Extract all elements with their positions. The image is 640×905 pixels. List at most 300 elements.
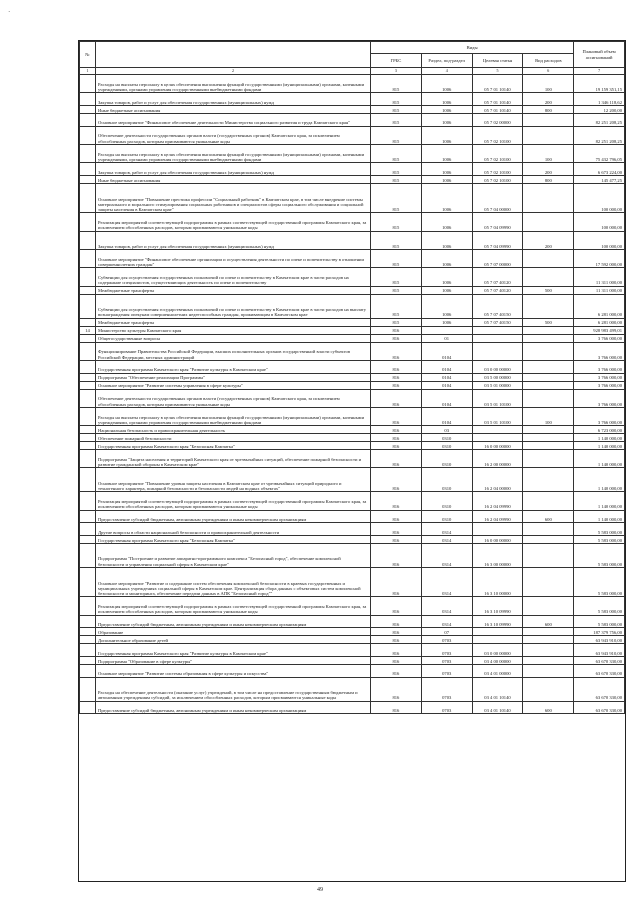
table-row	[80, 286, 625, 294]
row-expense-type-cell: 200	[523, 93, 574, 106]
page-number: 49	[317, 887, 323, 893]
row-number-cell	[80, 468, 96, 492]
row-grbs-cell: 816	[371, 628, 422, 636]
table-row	[80, 657, 625, 665]
row-target-article-cell: 05 7 04 09990	[472, 231, 523, 249]
row-expense-type-cell	[523, 450, 574, 468]
row-grbs-cell: 816	[371, 334, 422, 342]
row-target-article-cell: 05 7 04 09990	[472, 213, 523, 231]
row-expense-type-cell: 800	[523, 105, 574, 113]
row-target-article-cell: 03 5 00 00000	[472, 373, 523, 381]
row-expense-type-cell	[523, 360, 574, 373]
row-number-cell	[80, 342, 96, 360]
row-target-article-cell: 03 5 01 10100	[472, 407, 523, 425]
row-amount-cell: 1 140 000,00	[574, 492, 625, 510]
row-name-cell: Межбюджетные трансферты	[96, 286, 371, 294]
row-amount-cell: 1 140 000,00	[574, 450, 625, 468]
column-index: 1	[80, 68, 96, 75]
column-index: 6	[523, 68, 574, 75]
row-section-cell: 1006	[421, 183, 472, 213]
row-grbs-cell: 815	[371, 250, 422, 268]
row-expense-type-cell	[523, 250, 574, 268]
row-name-cell: Реализация мероприятий соответствующей подпрограммы в рамках соответствующей государственной программы Камчатского края, за исключением обособленных расходов, которым присваиваются уникальные коды	[96, 492, 371, 510]
row-target-article-cell: 05 7 07 00000	[472, 250, 523, 268]
row-target-article-cell	[472, 628, 523, 636]
row-target-article-cell: 03 4 00 00000	[472, 657, 523, 665]
row-grbs-cell: 816	[371, 434, 422, 442]
row-expense-type-cell	[523, 677, 574, 701]
table-row	[80, 450, 625, 468]
row-target-article-cell: 03 5 01 00000	[472, 381, 523, 389]
table-row	[80, 644, 625, 657]
row-name-cell: Иные бюджетные ассигнования	[96, 105, 371, 113]
row-expense-type-cell	[523, 373, 574, 381]
row-target-article-cell: 05 7 07 40120	[472, 268, 523, 286]
row-amount-cell: 100 000,00	[574, 231, 625, 249]
row-target-article-cell: 03 4 01 10140	[472, 701, 523, 714]
row-number-cell	[80, 567, 96, 597]
row-name-cell: Реализация мероприятий соответствующей подпрограммы в рамках соответствующей государственной программы Камчатского края, за исключением обособленных расходов, которым присваиваются уникальные коды	[96, 597, 371, 615]
row-section-cell: 03	[421, 426, 472, 434]
row-amount-cell: 5 583 000,00	[574, 615, 625, 628]
table-row	[80, 93, 625, 106]
row-amount-cell: 82 251 208,25	[574, 126, 625, 144]
row-section-cell: 0314	[421, 543, 472, 567]
table-row	[80, 407, 625, 425]
row-grbs-cell: 815	[371, 175, 422, 183]
table-row	[80, 426, 625, 434]
row-name-cell: Национальная безопасность и правоохранительная деятельность	[96, 426, 371, 434]
row-grbs-cell: 816	[371, 510, 422, 523]
row-grbs-cell: 816	[371, 535, 422, 543]
row-expense-type-cell: 800	[523, 175, 574, 183]
row-amount-cell: 187 379 756,00	[574, 628, 625, 636]
row-name-cell: Основное мероприятие "Повышение престижа профессии "Социальный работник" в Камчатском крае, в том числе внедрение системы материального и морального стимулирования социальных работников и специалистов сферы социального обслуживания и социальной защиты населения в Камчатском крае"	[96, 183, 371, 213]
table-row	[80, 442, 625, 450]
row-number-cell	[80, 113, 96, 126]
row-expense-type-cell	[523, 434, 574, 442]
row-amount-cell: 1 140 000,00	[574, 510, 625, 523]
row-amount-cell: 82 251 208,25	[574, 113, 625, 126]
row-name-cell: Предоставление субсидий бюджетным, автономным учреждениям и иным некоммерческим организациям	[96, 615, 371, 628]
row-number-cell	[80, 628, 96, 636]
row-section-cell: 1006	[421, 250, 472, 268]
row-expense-type-cell	[523, 268, 574, 286]
row-amount-cell: 3 766 000,00	[574, 360, 625, 373]
row-number-cell	[80, 535, 96, 543]
table-row	[80, 389, 625, 407]
row-expense-type-cell	[523, 657, 574, 665]
row-amount-cell: 63 670 330,00	[574, 657, 625, 665]
row-name-cell: Основное мероприятие "Финансовое обеспечение деятельности Министерства социального развития и труда Камчатского края"	[96, 113, 371, 126]
row-target-article-cell: 16 0 00 00000	[472, 442, 523, 450]
row-amount-cell: 3 766 000,00	[574, 334, 625, 342]
table-row	[80, 677, 625, 701]
row-grbs-cell: 815	[371, 105, 422, 113]
row-grbs-cell: 816	[371, 615, 422, 628]
row-section-cell: 0310	[421, 450, 472, 468]
row-target-article-cell: 05 7 01 10140	[472, 105, 523, 113]
row-target-article-cell: 16 3 10 09990	[472, 615, 523, 628]
row-name-cell: Расходы на выплаты персоналу в целях обеспечения выполнения функций государственными (муниципальными) органами, казенными учреждениями, органами управления государственными внебюджетными фондами	[96, 407, 371, 425]
row-target-article-cell: 05 7 01 10140	[472, 75, 523, 93]
row-amount-cell: 3 766 000,00	[574, 381, 625, 389]
row-name-cell: Основное мероприятие "Развитие системы образования в сфере культуры и искусства"	[96, 665, 371, 678]
table-row	[80, 492, 625, 510]
row-target-article-cell	[472, 342, 523, 360]
row-section-cell: 1006	[421, 75, 472, 93]
row-expense-type-cell	[523, 543, 574, 567]
row-expense-type-cell	[523, 492, 574, 510]
row-amount-cell: 145 477,25	[574, 175, 625, 183]
row-section-cell: 0703	[421, 701, 472, 714]
row-name-cell: Закупка товаров, работ и услуг для обеспечения государственных (муниципальных) нужд	[96, 231, 371, 249]
row-grbs-cell: 816	[371, 644, 422, 657]
table-row	[80, 126, 625, 144]
row-grbs-cell: 816	[371, 326, 422, 334]
column-index: 7	[574, 68, 625, 75]
column-index: 3	[371, 68, 422, 75]
col-expense-type-header: Вид расходов	[523, 54, 574, 68]
row-section-cell: 0310	[421, 492, 472, 510]
row-name-cell: Межбюджетные трансферты	[96, 318, 371, 326]
row-name-cell: Основное мероприятие "Развитие системы управления в сфере культуры"	[96, 381, 371, 389]
row-target-article-cell	[472, 434, 523, 442]
row-target-article-cell: 05 7 02 00000	[472, 113, 523, 126]
row-grbs-cell: 816	[371, 597, 422, 615]
row-name-cell: Функционирование Правительства Российской Федерации, высших исполнительных органов государственной власти субъектов Российской Федерации, местных администраций	[96, 342, 371, 360]
row-section-cell: 1006	[421, 268, 472, 286]
row-target-article-cell: 03 0 00 00000	[472, 644, 523, 657]
table-row	[80, 543, 625, 567]
row-name-cell: Государственная программа Камчатского края "Развитие культуры в Камчатском крае"	[96, 360, 371, 373]
table-row	[80, 636, 625, 644]
row-section-cell: 0310	[421, 442, 472, 450]
table-row	[80, 535, 625, 543]
table-row	[80, 183, 625, 213]
row-amount-cell: 12 200,00	[574, 105, 625, 113]
row-section-cell: 0310	[421, 468, 472, 492]
row-grbs-cell: 816	[371, 407, 422, 425]
row-amount-cell: 11 311 000,00	[574, 286, 625, 294]
row-section-cell: 0314	[421, 597, 472, 615]
row-number-cell	[80, 360, 96, 373]
row-section-cell: 0314	[421, 523, 472, 536]
row-name-cell: Министерство культуры Камчатского края	[96, 326, 371, 334]
table-row	[80, 175, 625, 183]
table-row	[80, 373, 625, 381]
row-number-cell	[80, 677, 96, 701]
row-target-article-cell: 16 2 04 09990	[472, 510, 523, 523]
row-target-article-cell	[472, 334, 523, 342]
row-number-cell	[80, 75, 96, 93]
row-expense-type-cell: 200	[523, 231, 574, 249]
row-amount-cell: 75 432 796,05	[574, 144, 625, 162]
table-row	[80, 597, 625, 615]
row-amount-cell: 17 592 000,00	[574, 250, 625, 268]
row-name-cell: Субвенции для осуществления государственных полномочий по опеке и попечительству в Камчатском крае в части расходов на выплату вознаграждения опекунам совершеннолетних недееспособных граждан, проживающим в Камчатском крае	[96, 294, 371, 318]
row-expense-type-cell	[523, 567, 574, 597]
table-row	[80, 434, 625, 442]
row-section-cell: 1006	[421, 93, 472, 106]
row-target-article-cell: 05 7 02 10100	[472, 126, 523, 144]
row-amount-cell: 6 281 000,00	[574, 318, 625, 326]
row-expense-type-cell	[523, 326, 574, 334]
row-number-cell	[80, 543, 96, 567]
row-section-cell: 0703	[421, 677, 472, 701]
row-number-cell	[80, 407, 96, 425]
row-number-cell	[80, 450, 96, 468]
row-name-cell: Субвенции для осуществления государственных полномочий по опеке и попечительству в Камчатском крае в части расходов на содержание специалистов, осуществляющих деятельность по опеке и попечительству	[96, 268, 371, 286]
col-name-header	[96, 42, 371, 68]
row-number-cell	[80, 510, 96, 523]
row-amount-cell: 63 670 330,00	[574, 665, 625, 678]
row-section-cell: 1006	[421, 318, 472, 326]
table-row	[80, 113, 625, 126]
table-row	[80, 294, 625, 318]
table-row	[80, 163, 625, 176]
row-number-cell	[80, 615, 96, 628]
row-target-article-cell: 03 4 01 10140	[472, 677, 523, 701]
row-name-cell: Дополнительное образование детей	[96, 636, 371, 644]
row-section-cell: 0104	[421, 389, 472, 407]
row-section-cell: 0703	[421, 657, 472, 665]
row-target-article-cell	[472, 426, 523, 434]
table-row	[80, 213, 625, 231]
row-grbs-cell: 816	[371, 373, 422, 381]
row-expense-type-cell	[523, 628, 574, 636]
table-row	[80, 360, 625, 373]
row-section-cell: 1006	[421, 144, 472, 162]
row-amount-cell: 5 583 000,00	[574, 597, 625, 615]
row-grbs-cell: 815	[371, 144, 422, 162]
row-grbs-cell: 815	[371, 294, 422, 318]
row-expense-type-cell	[523, 342, 574, 360]
row-grbs-cell: 816	[371, 426, 422, 434]
row-amount-cell: 100 000,00	[574, 183, 625, 213]
row-name-cell: Образование	[96, 628, 371, 636]
row-number-cell	[80, 381, 96, 389]
row-grbs-cell: 816	[371, 389, 422, 407]
row-number-cell	[80, 163, 96, 176]
row-section-cell: 1006	[421, 231, 472, 249]
row-target-article-cell: 03 4 01 00000	[472, 665, 523, 678]
row-expense-type-cell: 600	[523, 510, 574, 523]
col-target-article-header: Целевая статья	[472, 54, 523, 68]
scan-corner-mark: ·	[8, 8, 11, 16]
row-number-cell	[80, 286, 96, 294]
row-number-cell	[80, 434, 96, 442]
row-number-cell	[80, 701, 96, 714]
row-amount-cell: 3 766 000,00	[574, 373, 625, 381]
table-row	[80, 701, 625, 714]
row-number-cell	[80, 644, 96, 657]
col-amount-header: Плановый объем ассигнований	[574, 42, 625, 68]
row-number-cell	[80, 334, 96, 342]
col-section-header: Раздел, под-раздел	[421, 54, 472, 68]
row-number-cell	[80, 597, 96, 615]
row-number-cell	[80, 442, 96, 450]
row-expense-type-cell	[523, 113, 574, 126]
row-expense-type-cell: 200	[523, 163, 574, 176]
row-amount-cell: 11 311 000,00	[574, 268, 625, 286]
table-row	[80, 250, 625, 268]
table-row	[80, 615, 625, 628]
row-grbs-cell: 816	[371, 657, 422, 665]
row-section-cell: 0703	[421, 644, 472, 657]
row-name-cell: Расходы на выплаты персоналу в целях обеспечения выполнения функций государственными (муниципальными) органами, казенными учреждениями, органами управления государственными внебюджетными фондами	[96, 144, 371, 162]
row-amount-cell: 3 766 000,00	[574, 407, 625, 425]
row-name-cell: Обеспечение деятельности государственных органов власти (государственных органов) Камчатского края, за исключением обособленных расходов, которым присваиваются уникальные коды	[96, 389, 371, 407]
row-number-cell	[80, 93, 96, 106]
row-section-cell: 1006	[421, 294, 472, 318]
table-row	[80, 334, 625, 342]
row-expense-type-cell: 100	[523, 407, 574, 425]
row-name-cell: Подпрограмма "Защита населения и территорий Камчатского края от чрезвычайных ситуаций, обеспечение пожарной безопасности и развитие гражданской обороны в Камчатском крае"	[96, 450, 371, 468]
row-section-cell: 0314	[421, 615, 472, 628]
row-target-article-cell: 05 7 07 40120	[472, 286, 523, 294]
row-target-article-cell: 05 7 07 40150	[472, 294, 523, 318]
row-name-cell: Обеспечение пожарной безопасности	[96, 434, 371, 442]
row-number-cell	[80, 250, 96, 268]
row-expense-type-cell	[523, 535, 574, 543]
row-target-article-cell: 05 7 04 00000	[472, 183, 523, 213]
row-amount-cell: 63 943 910,00	[574, 636, 625, 644]
col-num-header: №	[80, 42, 96, 68]
row-section-cell: 0104	[421, 381, 472, 389]
row-number-cell	[80, 373, 96, 381]
row-grbs-cell: 815	[371, 113, 422, 126]
row-section-cell: 1006	[421, 175, 472, 183]
row-number-cell	[80, 231, 96, 249]
row-amount-cell: 1 140 000,00	[574, 442, 625, 450]
row-section-cell: 1006	[421, 286, 472, 294]
row-section-cell: 1006	[421, 163, 472, 176]
row-grbs-cell: 816	[371, 567, 422, 597]
row-grbs-cell: 816	[371, 665, 422, 678]
table-row	[80, 231, 625, 249]
row-grbs-cell: 815	[371, 213, 422, 231]
row-amount-cell: 1 140 000,00	[574, 434, 625, 442]
column-index: 4	[421, 68, 472, 75]
row-amount-cell: 5 583 000,00	[574, 543, 625, 567]
row-name-cell: Подпрограмма "Обеспечение реализации Программы"	[96, 373, 371, 381]
row-amount-cell: 63 943 910,00	[574, 644, 625, 657]
row-section-cell: 01	[421, 334, 472, 342]
row-expense-type-cell: 100	[523, 144, 574, 162]
row-name-cell: Реализация мероприятий соответствующей подпрограммы в рамках соответствующей государственной программы Камчатского края, за исключением обособленных расходов, которым присваиваются уникальные коды	[96, 213, 371, 231]
row-section-cell: 0310	[421, 510, 472, 523]
table-row	[80, 665, 625, 678]
row-number-cell	[80, 175, 96, 183]
row-section-cell: 0104	[421, 360, 472, 373]
table-row	[80, 342, 625, 360]
row-number-cell	[80, 294, 96, 318]
row-target-article-cell: 16 3 10 00000	[472, 567, 523, 597]
row-section-cell: 1006	[421, 213, 472, 231]
table-row	[80, 144, 625, 162]
row-grbs-cell: 815	[371, 268, 422, 286]
row-grbs-cell: 815	[371, 231, 422, 249]
row-expense-type-cell: 100	[523, 75, 574, 93]
row-expense-type-cell	[523, 523, 574, 536]
row-target-article-cell: 05 7 02 10100	[472, 163, 523, 176]
row-section-cell: 1006	[421, 113, 472, 126]
row-amount-cell: 5 583 000,00	[574, 523, 625, 536]
row-name-cell: Закупка товаров, работ и услуг для обеспечения государственных (муниципальных) нужд	[96, 163, 371, 176]
row-name-cell: Предоставление субсидий бюджетным, автономным учреждениям и иным некоммерческим организациям	[96, 701, 371, 714]
table-row	[80, 381, 625, 389]
row-name-cell: Подпрограмма "Образование в сфере культуры"	[96, 657, 371, 665]
row-name-cell: Основное мероприятие "Повышение уровня защиты населения в Камчатском крае от чрезвычайных ситуаций природного и техногенного характера, пожарной безопасности и безопасности людей на водных объектах"	[96, 468, 371, 492]
row-section-cell: 0104	[421, 407, 472, 425]
table-row	[80, 105, 625, 113]
row-grbs-cell: 816	[371, 701, 422, 714]
row-expense-type-cell	[523, 597, 574, 615]
row-grbs-cell: 815	[371, 75, 422, 93]
row-target-article-cell	[472, 523, 523, 536]
row-grbs-cell: 816	[371, 342, 422, 360]
table-row	[80, 510, 625, 523]
budget-table	[79, 41, 625, 714]
row-expense-type-cell	[523, 442, 574, 450]
row-target-article-cell: 16 3 00 00000	[472, 543, 523, 567]
row-target-article-cell: 16 2 04 00000	[472, 468, 523, 492]
row-target-article-cell: 03 0 00 00000	[472, 360, 523, 373]
row-expense-type-cell	[523, 665, 574, 678]
row-grbs-cell: 815	[371, 126, 422, 144]
row-grbs-cell: 816	[371, 450, 422, 468]
row-section-cell: 0703	[421, 665, 472, 678]
row-number-cell	[80, 144, 96, 162]
table-row	[80, 628, 625, 636]
row-amount-cell: 1 140 000,00	[574, 468, 625, 492]
row-name-cell: Предоставление субсидий бюджетным, автономным учреждениям и иным некоммерческим организациям	[96, 510, 371, 523]
row-amount-cell: 6 673 224,00	[574, 163, 625, 176]
row-expense-type-cell: 500	[523, 286, 574, 294]
table-row	[80, 318, 625, 326]
row-target-article-cell: 05 7 01 10140	[472, 93, 523, 106]
row-target-article-cell: 03 5 01 10100	[472, 389, 523, 407]
row-name-cell: Подпрограмма "Построение и развитие аппаратно-программного комплекса "Безопасный город", обеспечение комплексной безопасности и управления социальной сферы в Камчатском крае"	[96, 543, 371, 567]
row-grbs-cell: 815	[371, 318, 422, 326]
col-grbs-header: ГРБС	[371, 54, 422, 68]
row-expense-type-cell: 600	[523, 701, 574, 714]
row-target-article-cell: 16 3 10 09990	[472, 597, 523, 615]
row-section-cell: 07	[421, 628, 472, 636]
row-number-cell	[80, 126, 96, 144]
row-grbs-cell: 816	[371, 381, 422, 389]
row-expense-type-cell	[523, 644, 574, 657]
row-expense-type-cell	[523, 389, 574, 407]
row-grbs-cell: 816	[371, 442, 422, 450]
row-name-cell: Государственная программа Камчатского края "Безопасная Камчатка"	[96, 442, 371, 450]
row-number-cell: 14	[80, 326, 96, 334]
budget-table-sheet	[78, 40, 626, 882]
row-name-cell: Основное мероприятие "Развитие и содержание систем обеспечения комплексной безопасности в краевых государственных и муниципальных учреждениях социальной сферы в Камчатском крае. Централизация сбора данных с объектовых систем комплексной безопасности и мониторинга, обеспечение передачи данных в АПК "Безопасный город""	[96, 567, 371, 597]
row-amount-cell: 100 000,00	[574, 213, 625, 231]
row-grbs-cell: 815	[371, 93, 422, 106]
row-name-cell: Государственная программа Камчатского края "Безопасная Камчатка"	[96, 535, 371, 543]
table-row	[80, 523, 625, 536]
row-number-cell	[80, 523, 96, 536]
row-target-article-cell: 16 2 04 09990	[472, 492, 523, 510]
row-name-cell: Другие вопросы в области национальной безопасности и правоохранительной деятельности	[96, 523, 371, 536]
row-expense-type-cell	[523, 294, 574, 318]
row-target-article-cell: 16 0 00 00000	[472, 535, 523, 543]
row-name-cell: Государственная программа Камчатского края "Развитие культуры в Камчатском крае"	[96, 644, 371, 657]
row-amount-cell: 928 983 499,01	[574, 326, 625, 334]
